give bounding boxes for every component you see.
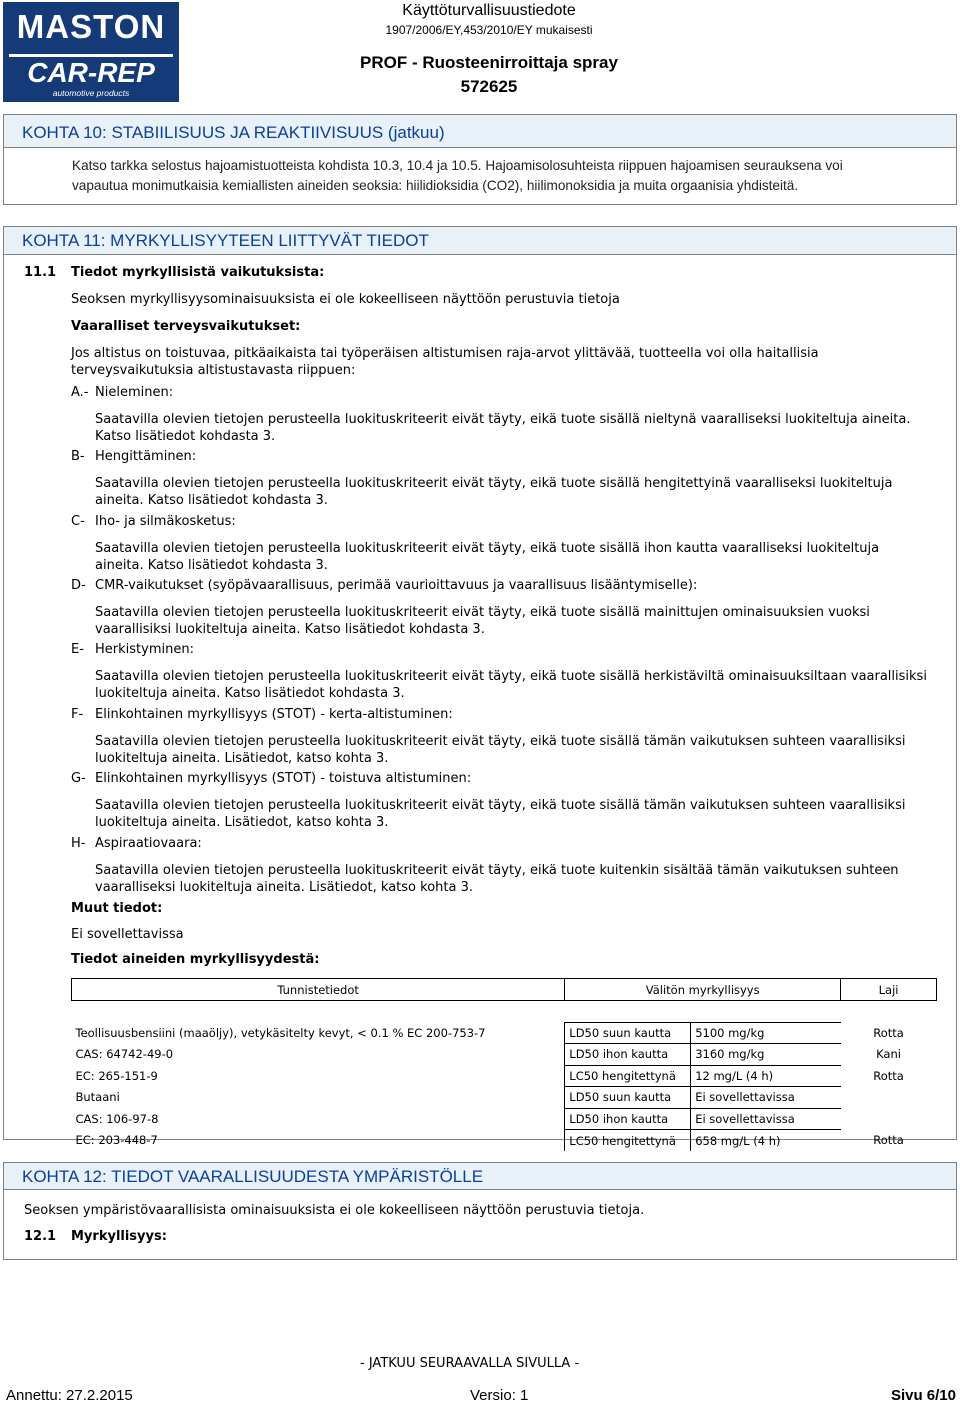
- table-cell-ident: CAS: 106-97-8: [75, 1111, 159, 1126]
- table-cell-route: LD50 suun kautta: [565, 1087, 691, 1109]
- item-f-line-1: Saatavilla olevien tietojen perusteella luokituskriteerit eivät täyty, eikä tuote sisällä tämän vaikutuksen suhteen vaarallisiksi: [95, 734, 906, 749]
- hazard-heading: Vaaralliset terveysvaikutukset:: [71, 319, 301, 334]
- table-cell-value: 12 mg/L (4 h): [691, 1065, 841, 1087]
- table-row: [72, 1022, 937, 1044]
- item-g-text: [95, 797, 905, 831]
- item-e-line-2: luokiteltuja aineita. Katso lisätiedot kohdasta 3.: [95, 686, 405, 701]
- subsection-12-1-title: Myrkyllisyys:: [71, 1229, 167, 1244]
- page-number: Sivu 6/10: [890, 1387, 956, 1404]
- item-e-title: Herkistyminen:: [95, 642, 194, 657]
- subsection-11-1-number: 11.1: [24, 265, 57, 280]
- item-b-line-1: Saatavilla olevien tietojen perusteella luokituskriteerit eivät täyty, eikä tuote sisällä hengitettyinä vaaralliseksi luokiteltuja: [95, 476, 893, 491]
- table-header-acute-toxicity: Välitön myrkyllisyys: [565, 979, 841, 1001]
- table-cell-value: Ei sovellettavissa: [691, 1108, 841, 1130]
- item-g-letter: G-: [71, 771, 86, 786]
- issue-date: Annettu: 27.2.2015: [6, 1387, 133, 1404]
- section-10-title: KOHTA 10: STABIILISUUS JA REAKTIIVISUUS (jatkuu): [3, 114, 957, 148]
- item-h-title: Aspiraatiovaara:: [95, 836, 202, 851]
- hazard-text: [71, 345, 819, 379]
- regulation-reference: 1907/2006/EY,453/2010/EY mukaisesti: [385, 23, 593, 37]
- item-g-title: Elinkohtainen myrkyllisyys (STOT) - toistuva altistuminen:: [95, 771, 472, 786]
- item-a-letter: A.-: [71, 385, 89, 400]
- product-code: 572625: [460, 77, 518, 96]
- table-cell-ident: CAS: 64742-49-0: [75, 1047, 174, 1062]
- table-row: [72, 1044, 937, 1066]
- table-cell-route: LD50 ihon kautta: [565, 1108, 691, 1130]
- item-a-line-2: Katso lisätiedot kohdasta 3.: [95, 429, 276, 444]
- item-g-line-1: Saatavilla olevien tietojen perusteella luokituskriteerit eivät täyty, eikä tuote sisällä tämän vaikutuksen suhteen vaarallisiksi: [95, 798, 906, 813]
- table-cell-ident: Teollisuusbensiini (maaöljy), vetykäsitelty kevyt, < 0.1 % EC 200-753-7: [75, 1025, 486, 1040]
- table-cell-route: LD50 suun kautta: [565, 1022, 691, 1044]
- logo-brand-top: MASTON: [16, 8, 166, 45]
- logo-brand-bottom: CAR-REP: [27, 57, 155, 88]
- item-e-text: [95, 668, 927, 702]
- subsection-12-1-number: 12.1: [24, 1229, 57, 1244]
- section-10-text-line-2: vapautua monimutkaisia kemiallisten aineiden seoksia: hiilidioksidia (CO2), hiilimonoksidia ja muita orgaanisia yhdisteitä.: [72, 178, 799, 193]
- table-cell-route: LC50 hengitettynä: [565, 1130, 691, 1152]
- subsection-11-1-title: Tiedot myrkyllisistä vaikutuksista:: [71, 265, 325, 280]
- substances-heading: Tiedot aineiden myrkyllisyydestä:: [71, 952, 320, 967]
- table-cell-species: [841, 1108, 937, 1130]
- item-d-title: CMR-vaikutukset (syöpävaarallisuus, perimää vaurioittavuus ja vaarallisuus lisääntymiselle):: [95, 578, 698, 593]
- item-a-title: Nieleminen:: [95, 385, 174, 400]
- table-cell-species: Kani: [876, 1047, 901, 1062]
- item-f-text: [95, 733, 905, 767]
- hazard-text-line-1: Jos altistus on toistuvaa, pitkäaikaista tai työperäisen altistumisen raja-arvot ylittävää, tuotteella voi olla haitallisia: [71, 346, 819, 361]
- table-row: [72, 1130, 937, 1152]
- table-row: [72, 1087, 937, 1109]
- continue-note: - JATKUU SEURAAVALLA SIVULLA -: [360, 1356, 580, 1371]
- version: Versio: 1: [470, 1387, 529, 1404]
- table-cell-route: LD50 ihon kautta: [565, 1044, 691, 1066]
- item-b-text: [95, 475, 892, 509]
- section-11-title: KOHTA 11: MYRKYLLISYYTEEN LIITTYVÄT TIEDOT: [3, 226, 957, 255]
- table-row: [72, 1065, 937, 1087]
- table-cell-ident: EC: 265-151-9: [75, 1068, 158, 1083]
- toxicity-table: [71, 978, 937, 1151]
- item-h-line-1: Saatavilla olevien tietojen perusteella luokituskriteerit eivät täyty, eikä tuote kuitenkin sisältää tämän vaikutuksen suhteen: [95, 863, 899, 878]
- document-title: Käyttöturvallisuustiedote: [402, 2, 576, 19]
- item-e-letter: E-: [71, 642, 84, 657]
- table-header-species: Laji: [841, 979, 937, 1001]
- item-d-text: [95, 604, 870, 638]
- other-info-heading: Muut tiedot:: [71, 901, 163, 916]
- hazard-text-line-2: terveysvaikutuksia altistustavasta riippuen:: [71, 363, 356, 378]
- table-cell-species: Rotta: [873, 1025, 904, 1040]
- item-a-text: [95, 411, 910, 445]
- table-header-identifiers: Tunnistetiedot: [72, 979, 565, 1001]
- item-h-text: [95, 862, 899, 896]
- item-e-line-1: Saatavilla olevien tietojen perusteella luokituskriteerit eivät täyty, eikä tuote sisällä herkistäviltä ominaisuuksiltaan vaarallisiksi: [95, 669, 927, 684]
- item-f-letter: F-: [71, 707, 84, 722]
- section-10-text-line-1: Katso tarkka selostus hajoamistuotteista kohdista 10.3, 10.4 ja 10.5. Hajoamisolosuhteista riippuen hajoamisen seurauksena voi: [72, 158, 843, 173]
- environment-intro: Seoksen ympäristövaarallisista ominaisuuksista ei ole kokeelliseen näyttöön perustuvia tietoja.: [24, 1203, 645, 1218]
- item-h-letter: H-: [71, 836, 86, 851]
- table-cell-value: Ei sovellettavissa: [691, 1087, 841, 1109]
- table-cell-species: Rotta: [873, 1133, 904, 1148]
- item-c-line-2: aineita. Katso lisätiedot kohdasta 3.: [95, 558, 328, 573]
- toxicity-intro: Seoksen myrkyllisyysominaisuuksista ei ole kokeelliseen näyttöön perustuvia tietoja: [71, 292, 620, 307]
- table-row: [72, 1108, 937, 1130]
- table-cell-value: 658 mg/L (4 h): [691, 1130, 841, 1152]
- table-cell-species: Rotta: [873, 1068, 904, 1083]
- company-logo: [3, 2, 179, 102]
- section-12-title: KOHTA 12: TIEDOT VAARALLISUUDESTA YMPÄRISTÖLLE: [3, 1162, 957, 1190]
- other-info-text: Ei sovellettavissa: [71, 927, 184, 942]
- item-c-title: Iho- ja silmäkosketus:: [95, 514, 236, 529]
- item-b-letter: B-: [71, 449, 85, 464]
- item-h-line-2: vaaralliseksi luokiteltuja aineita. Lisätiedot, katso kohta 3.: [95, 880, 473, 895]
- table-cell-value: 3160 mg/kg: [691, 1044, 841, 1066]
- item-f-title: Elinkohtainen myrkyllisyys (STOT) - kerta-altistuminen:: [95, 707, 453, 722]
- logo-brand-sub: automotive products: [52, 88, 130, 98]
- table-cell-route: LC50 hengitettynä: [565, 1065, 691, 1087]
- table-cell-value: 5100 mg/kg: [691, 1022, 841, 1044]
- item-b-line-2: aineita. Katso lisätiedot kohdasta 3.: [95, 493, 328, 508]
- item-d-line-2: vaarallisiksi luokiteltuja aineita. Katso lisätiedot kohdasta 3.: [95, 622, 485, 637]
- table-cell-ident: Butaani: [75, 1090, 120, 1105]
- item-c-text: [95, 540, 879, 574]
- item-b-title: Hengittäminen:: [95, 449, 197, 464]
- item-f-line-2: luokiteltuja aineita. Lisätiedot, katso kohta 3.: [95, 751, 389, 766]
- item-d-line-1: Saatavilla olevien tietojen perusteella luokituskriteerit eivät täyty, eikä tuote sisällä mainittujen ominaisuuksien vuoksi: [95, 605, 870, 620]
- item-a-line-1: Saatavilla olevien tietojen perusteella luokituskriteerit eivät täyty, eikä tuote sisällä nieltynä vaaralliseksi luokiteltuja aineita.: [95, 412, 911, 427]
- item-c-letter: C-: [71, 514, 85, 529]
- table-header-row: [72, 979, 937, 1001]
- item-c-line-1: Saatavilla olevien tietojen perusteella luokituskriteerit eivät täyty, eikä tuote sisällä ihon kautta vaaralliseksi luokiteltuja: [95, 541, 880, 556]
- table-cell-ident: EC: 203-448-7: [75, 1133, 158, 1148]
- table-cell-species: [841, 1087, 937, 1109]
- item-g-line-2: luokiteltuja aineita. Lisätiedot, katso kohta 3.: [95, 815, 389, 830]
- item-d-letter: D-: [71, 578, 86, 593]
- product-name: PROF - Ruosteenirroittaja spray: [360, 53, 618, 72]
